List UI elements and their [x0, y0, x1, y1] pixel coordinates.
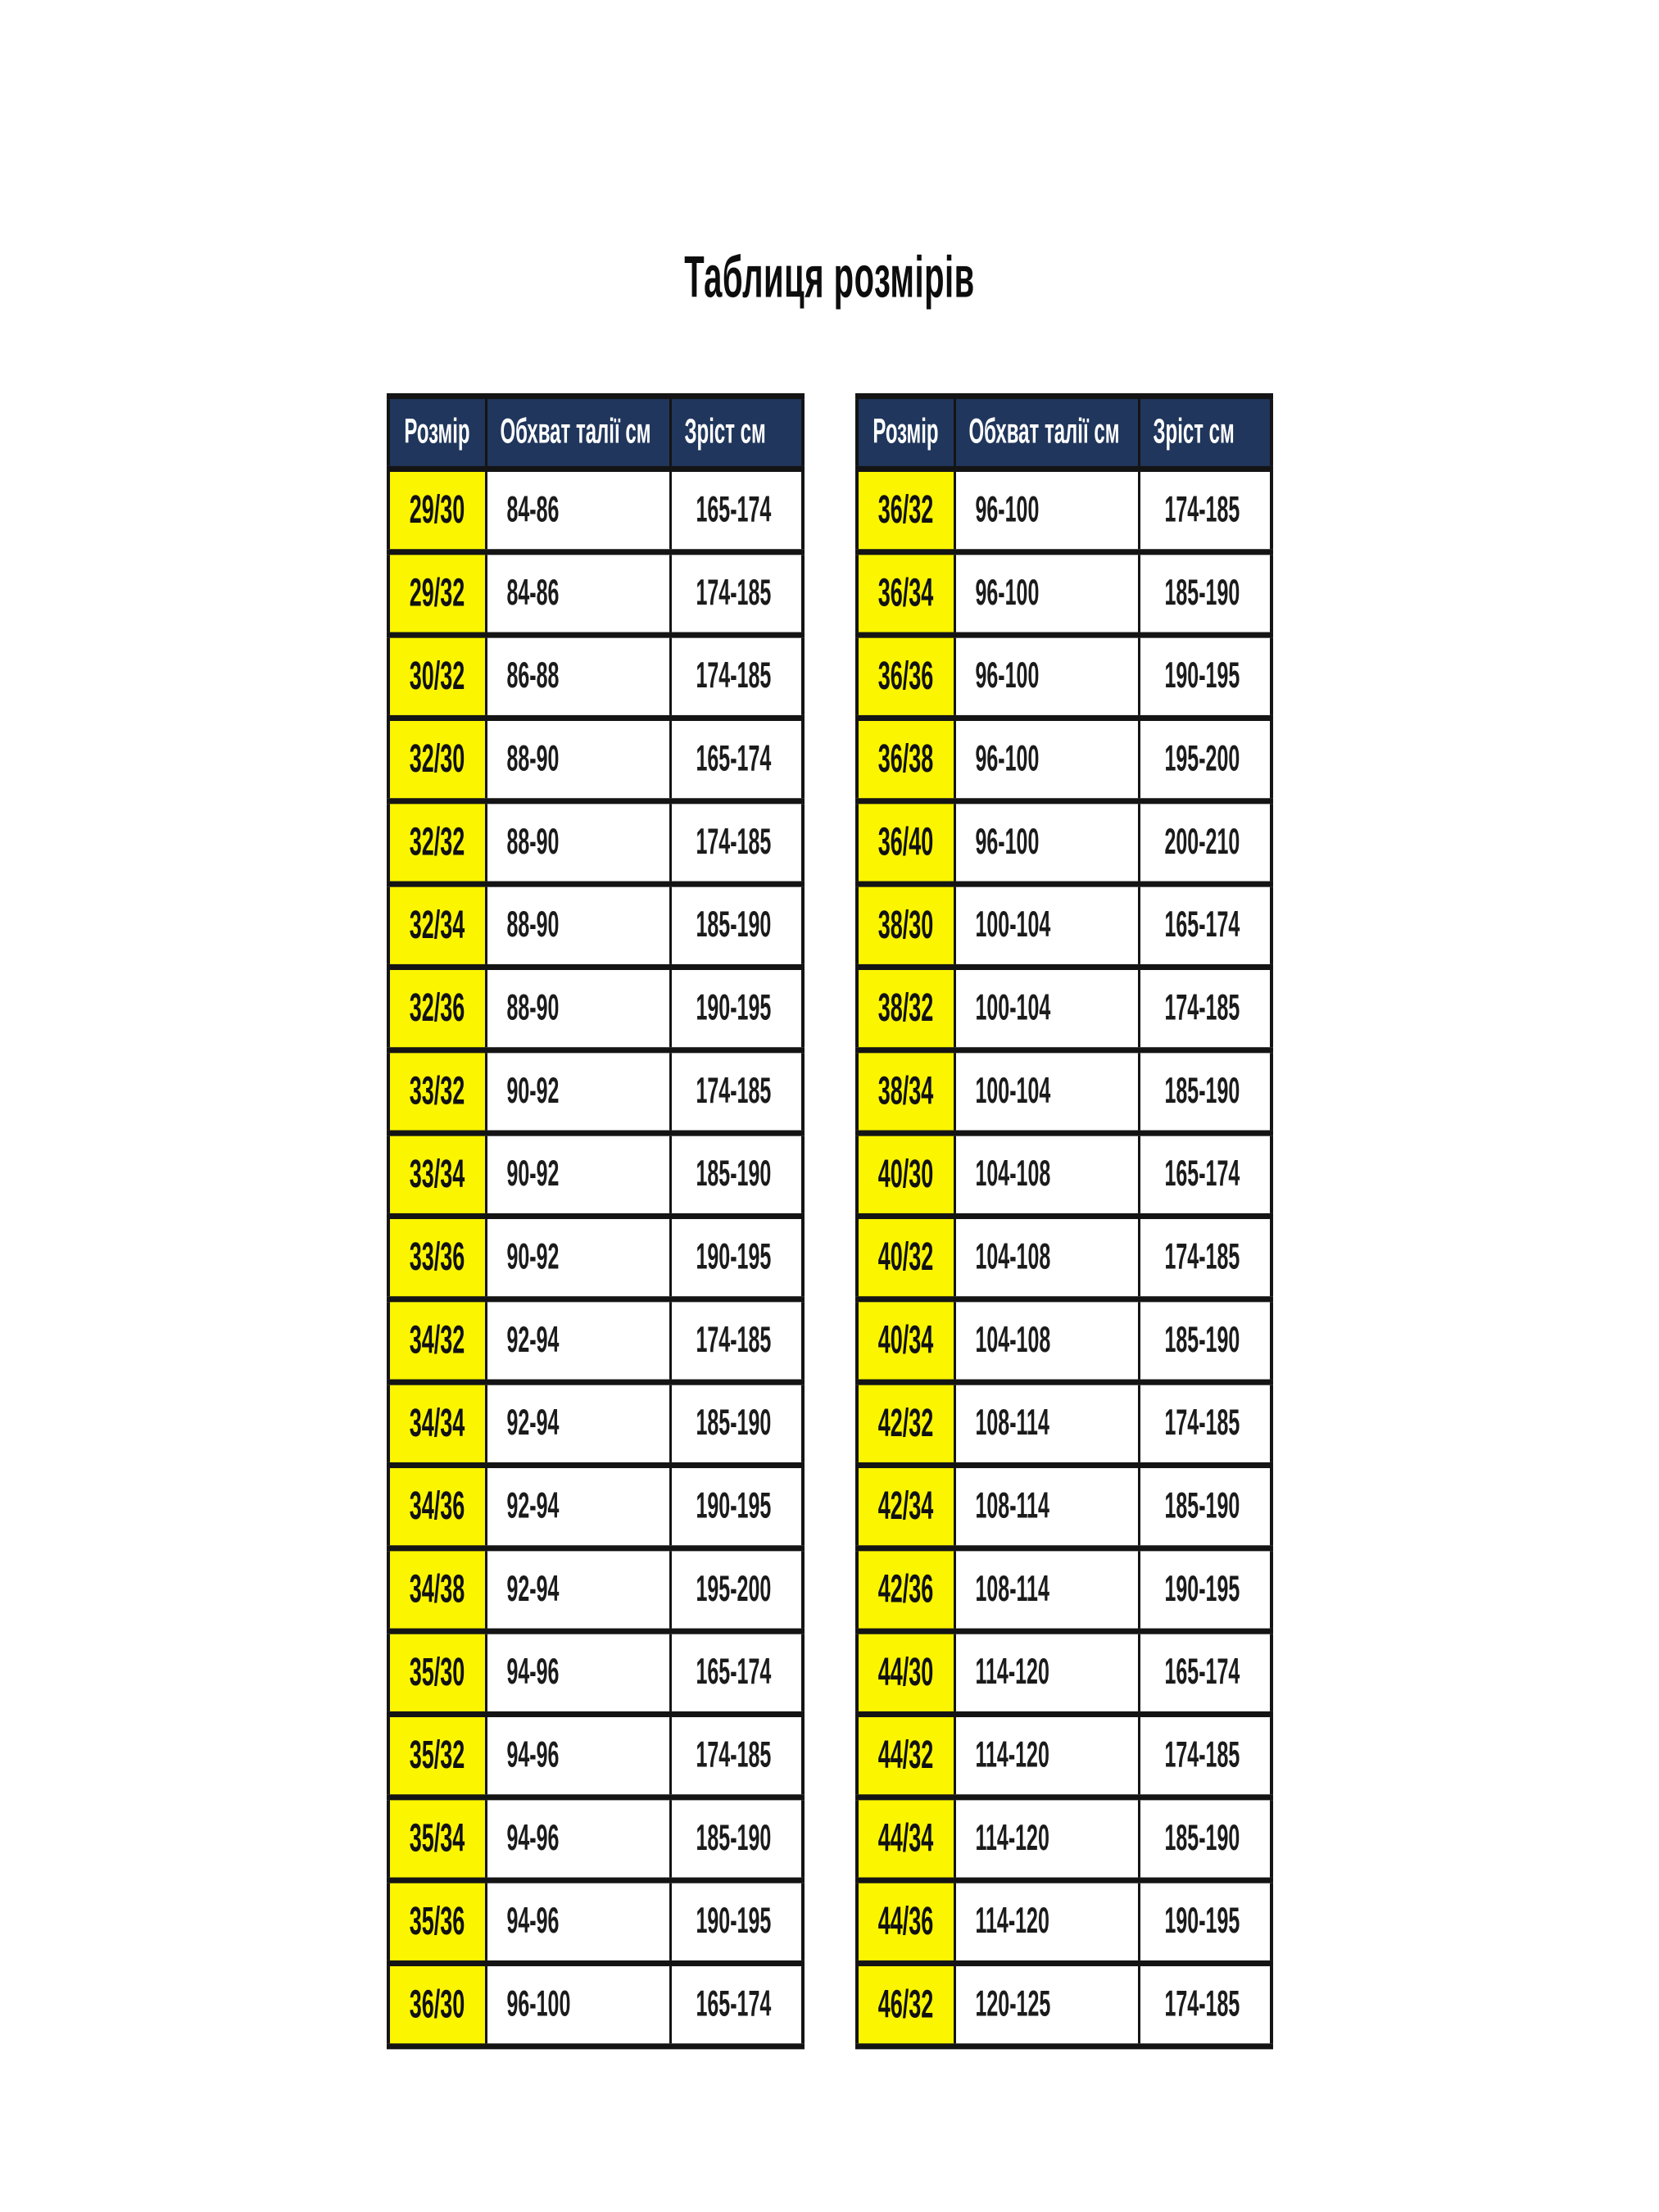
size-cell: 38/30 [857, 884, 955, 967]
table-row [388, 1963, 803, 2046]
size-cell: 33/36 [388, 1216, 487, 1299]
waist-cell: 84-86 [486, 552, 670, 635]
size-cell: 34/38 [388, 1548, 487, 1631]
table-body-right [857, 469, 1271, 2046]
height-cell: 185-190 [1139, 552, 1271, 635]
waist-cell: 90-92 [486, 1050, 670, 1133]
height-cell: 174-185 [670, 1299, 803, 1382]
table-row [857, 1797, 1271, 1880]
size-cell: 44/34 [857, 1797, 955, 1880]
waist-cell: 104-108 [954, 1299, 1139, 1382]
height-cell: 165-174 [1139, 1631, 1271, 1714]
waist-cell: 94-96 [486, 1714, 670, 1797]
height-cell: 190-195 [670, 1880, 803, 1963]
height-cell: 190-195 [1139, 1880, 1271, 1963]
size-cell: 35/34 [388, 1797, 487, 1880]
size-cell: 38/34 [857, 1050, 955, 1133]
waist-cell: 94-96 [486, 1631, 670, 1714]
table-row [857, 1050, 1271, 1133]
waist-cell: 104-108 [954, 1133, 1139, 1216]
height-cell: 165-174 [670, 469, 803, 551]
size-cell: 32/30 [388, 718, 487, 800]
table-row [388, 1050, 803, 1133]
waist-cell: 90-92 [486, 1133, 670, 1216]
size-cell: 42/34 [857, 1465, 955, 1548]
waist-cell: 88-90 [486, 967, 670, 1049]
waist-cell: 108-114 [954, 1465, 1139, 1548]
size-cell: 29/32 [388, 552, 487, 635]
header-row [857, 397, 1271, 469]
size-cell: 44/36 [857, 1880, 955, 1963]
size-cell: 29/30 [388, 469, 487, 551]
size-cell: 36/32 [857, 469, 955, 551]
size-cell: 42/36 [857, 1548, 955, 1631]
waist-cell: 90-92 [486, 1216, 670, 1299]
table-row [388, 1465, 803, 1548]
height-cell: 185-190 [670, 1382, 803, 1465]
table-row [857, 1382, 1271, 1465]
table-row [857, 1963, 1271, 2046]
column-header-size: Розмір [388, 397, 487, 469]
table-row [388, 801, 803, 884]
size-cell: 35/32 [388, 1714, 487, 1797]
height-cell: 190-195 [670, 1465, 803, 1548]
height-cell: 190-195 [1139, 635, 1271, 718]
height-cell: 174-185 [1139, 1714, 1271, 1797]
waist-cell: 96-100 [954, 469, 1139, 551]
tables-container [0, 393, 1659, 2049]
table-row [388, 1714, 803, 1797]
size-cell: 32/34 [388, 884, 487, 967]
waist-cell: 88-90 [486, 718, 670, 800]
table-row [388, 1382, 803, 1465]
height-cell: 174-185 [670, 552, 803, 635]
table-row [388, 1880, 803, 1963]
size-cell: 40/32 [857, 1216, 955, 1299]
size-cell: 36/38 [857, 718, 955, 800]
header-row [388, 397, 803, 469]
column-header-waist: Обхват талії см [486, 397, 670, 469]
size-cell: 33/34 [388, 1133, 487, 1216]
height-cell: 185-190 [1139, 1797, 1271, 1880]
height-cell: 185-190 [1139, 1299, 1271, 1382]
table-body-left [388, 469, 803, 2046]
size-table-right [855, 393, 1273, 2049]
table-row [388, 1797, 803, 1880]
waist-cell: 114-120 [954, 1631, 1139, 1714]
table-row [388, 718, 803, 800]
height-cell: 195-200 [670, 1548, 803, 1631]
height-cell: 185-190 [670, 1133, 803, 1216]
height-cell: 190-195 [670, 1216, 803, 1299]
height-cell: 174-185 [670, 1050, 803, 1133]
height-cell: 174-185 [1139, 1216, 1271, 1299]
size-cell: 34/34 [388, 1382, 487, 1465]
table-row [857, 469, 1271, 551]
height-cell: 174-185 [670, 801, 803, 884]
waist-cell: 108-114 [954, 1548, 1139, 1631]
size-cell: 44/32 [857, 1714, 955, 1797]
height-cell: 185-190 [1139, 1050, 1271, 1133]
waist-cell: 96-100 [954, 801, 1139, 884]
height-cell: 185-190 [670, 884, 803, 967]
height-cell: 165-174 [670, 1963, 803, 2046]
size-cell: 32/32 [388, 801, 487, 884]
waist-cell: 94-96 [486, 1797, 670, 1880]
waist-cell: 92-94 [486, 1299, 670, 1382]
waist-cell: 100-104 [954, 1050, 1139, 1133]
table-row [857, 1631, 1271, 1714]
table-row [857, 884, 1271, 967]
height-cell: 174-185 [1139, 1963, 1271, 2046]
height-cell: 174-185 [670, 635, 803, 718]
table-row [388, 1548, 803, 1631]
size-cell: 36/30 [388, 1963, 487, 2046]
table-row [388, 1216, 803, 1299]
waist-cell: 96-100 [486, 1963, 670, 2046]
table-row [857, 967, 1271, 1049]
table-row [857, 1548, 1271, 1631]
waist-cell: 96-100 [954, 635, 1139, 718]
waist-cell: 96-100 [954, 552, 1139, 635]
height-cell: 190-195 [1139, 1548, 1271, 1631]
waist-cell: 92-94 [486, 1465, 670, 1548]
waist-cell: 88-90 [486, 884, 670, 967]
size-cell: 42/32 [857, 1382, 955, 1465]
waist-cell: 84-86 [486, 469, 670, 551]
height-cell: 190-195 [670, 967, 803, 1049]
size-cell: 36/36 [857, 635, 955, 718]
size-cell: 40/34 [857, 1299, 955, 1382]
waist-cell: 96-100 [954, 718, 1139, 800]
height-cell: 165-174 [1139, 1133, 1271, 1216]
table-row [388, 967, 803, 1049]
table-row [388, 552, 803, 635]
table-row [388, 635, 803, 718]
size-cell: 46/32 [857, 1963, 955, 2046]
waist-cell: 86-88 [486, 635, 670, 718]
size-cell: 30/32 [388, 635, 487, 718]
waist-cell: 108-114 [954, 1382, 1139, 1465]
waist-cell: 94-96 [486, 1880, 670, 1963]
table-row [857, 1465, 1271, 1548]
height-cell: 200-210 [1139, 801, 1271, 884]
size-cell: 38/32 [857, 967, 955, 1049]
size-cell: 35/36 [388, 1880, 487, 1963]
size-cell: 40/30 [857, 1133, 955, 1216]
column-header-height: Зріст см [670, 397, 803, 469]
height-cell: 165-174 [670, 1631, 803, 1714]
table-row [857, 718, 1271, 800]
table-row [388, 469, 803, 551]
waist-cell: 88-90 [486, 801, 670, 884]
table-row [857, 1880, 1271, 1963]
size-cell: 36/40 [857, 801, 955, 884]
table-row [857, 1216, 1271, 1299]
size-cell: 34/36 [388, 1465, 487, 1548]
column-header-waist: Обхват талії см [954, 397, 1139, 469]
waist-cell: 114-120 [954, 1797, 1139, 1880]
waist-cell: 104-108 [954, 1216, 1139, 1299]
height-cell: 174-185 [1139, 469, 1271, 551]
size-cell: 32/36 [388, 967, 487, 1049]
waist-cell: 114-120 [954, 1714, 1139, 1797]
table-row [857, 552, 1271, 635]
size-cell: 35/30 [388, 1631, 487, 1714]
waist-cell: 100-104 [954, 884, 1139, 967]
waist-cell: 120-125 [954, 1963, 1139, 2046]
waist-cell: 92-94 [486, 1382, 670, 1465]
table-row [857, 1299, 1271, 1382]
height-cell: 185-190 [670, 1797, 803, 1880]
height-cell: 174-185 [1139, 967, 1271, 1049]
table-row [857, 801, 1271, 884]
height-cell: 185-190 [1139, 1465, 1271, 1548]
table-row [857, 1133, 1271, 1216]
column-header-size: Розмір [857, 397, 955, 469]
table-row [388, 1133, 803, 1216]
height-cell: 165-174 [670, 718, 803, 800]
table-row [388, 884, 803, 967]
waist-cell: 92-94 [486, 1548, 670, 1631]
size-table-left [387, 393, 805, 2049]
size-cell: 34/32 [388, 1299, 487, 1382]
size-cell: 36/34 [857, 552, 955, 635]
height-cell: 174-185 [670, 1714, 803, 1797]
table-row [857, 1714, 1271, 1797]
size-cell: 44/30 [857, 1631, 955, 1714]
table-row [388, 1631, 803, 1714]
height-cell: 174-185 [1139, 1382, 1271, 1465]
waist-cell: 114-120 [954, 1880, 1139, 1963]
height-cell: 165-174 [1139, 884, 1271, 967]
table-row [388, 1299, 803, 1382]
table-row [857, 635, 1271, 718]
page-title: Таблиця розмірів [684, 246, 975, 310]
waist-cell: 100-104 [954, 967, 1139, 1049]
column-header-height: Зріст см [1139, 397, 1271, 469]
size-cell: 33/32 [388, 1050, 487, 1133]
height-cell: 195-200 [1139, 718, 1271, 800]
